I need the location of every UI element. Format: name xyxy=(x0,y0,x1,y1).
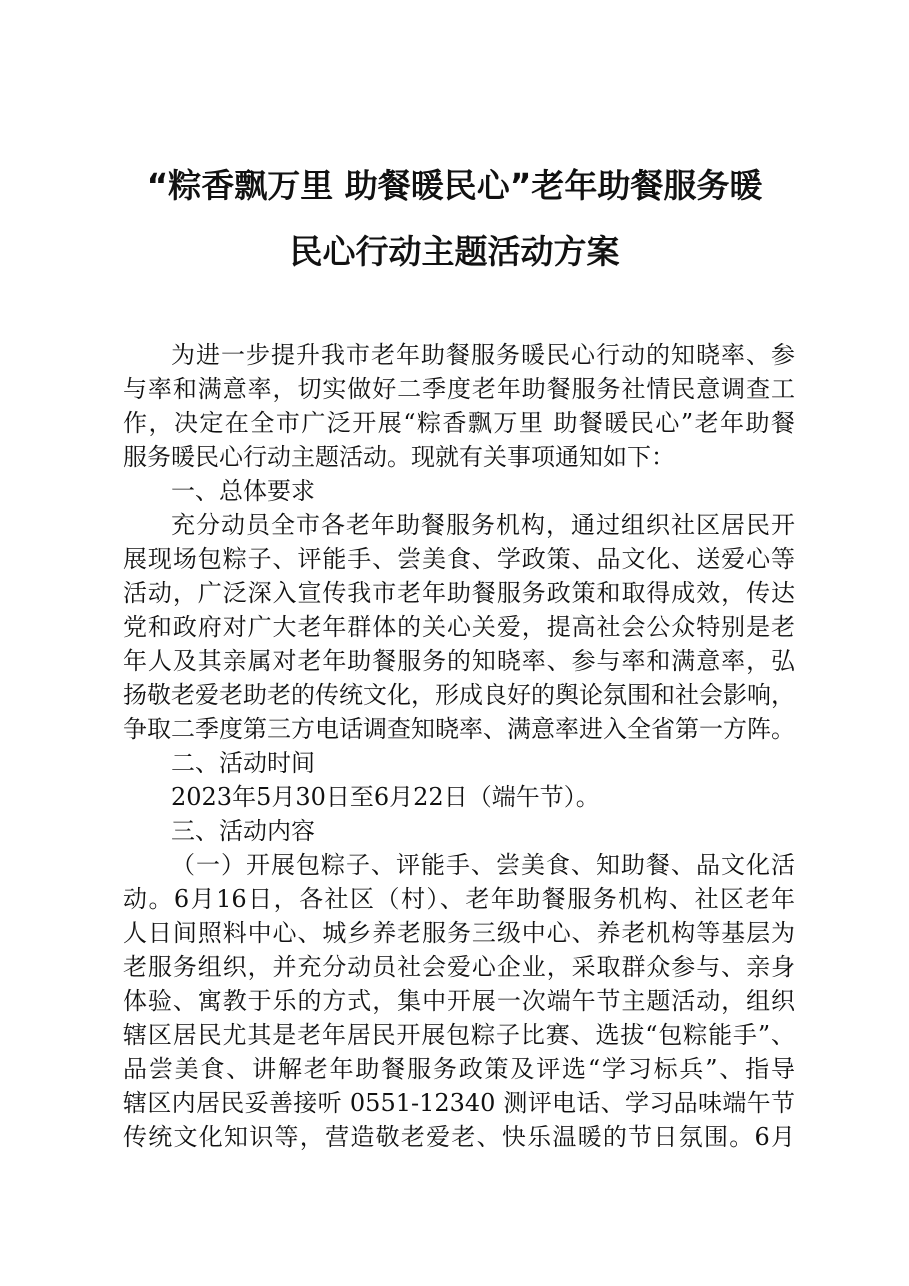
paragraph-line: 党和政府对广大老年群体的关心关爱，提高社会公众特别是老 xyxy=(123,613,795,641)
paragraph-line: 年人及其亲属对老年助餐服务的知晓率、参与率和满意率，弘 xyxy=(123,647,795,675)
paragraph-line: 2023年5月30日至6月22日（端午节）。 xyxy=(171,783,600,811)
paragraph-line: 动。6月16日，各社区（村）、老年助餐服务机构、社区老年 xyxy=(123,885,795,913)
paragraph-line: 为进一步提升我市老年助餐服务暖民心行动的知晓率、参 xyxy=(171,341,795,369)
paragraph-line: 展现场包粽子、评能手、尝美食、学政策、品文化、送爱心等 xyxy=(123,545,795,573)
paragraph-line: 与率和满意率，切实做好二季度老年助餐服务社情民意调查工 xyxy=(123,375,795,403)
section-heading: 三、活动内容 xyxy=(171,817,315,845)
paragraph-line: 活动，广泛深入宣传我市老年助餐服务政策和取得成效，传达 xyxy=(123,579,795,607)
paragraph-line: 作，决定在全市广泛开展“粽香飘万里 助餐暖民心”老年助餐 xyxy=(123,409,795,437)
paragraph-line: 辖区内居民妥善接听 0551-12340 测评电话、学习品味端午节 xyxy=(123,1089,795,1117)
paragraph-line: 争取二季度第三方电话调查知晓率、满意率进入全省第一方阵。 xyxy=(123,715,795,743)
paragraph-line: 体验、寓教于乐的方式，集中开展一次端午节主题活动，组织 xyxy=(123,987,795,1015)
paragraph-line: 辖区居民尤其是老年居民开展包粽子比赛、选拔“包粽能手”、 xyxy=(123,1021,795,1049)
paragraph-line: 品尝美食、讲解老年助餐服务政策及评选“学习标兵”、指导 xyxy=(123,1055,795,1083)
paragraph-line: 服务暖民心行动主题活动。现就有关事项通知如下： xyxy=(123,443,675,471)
document-title-line-1: “粽香飘万里 助餐暖民心”老年助餐服务暖 xyxy=(146,166,763,205)
document-title-line-2: 民心行动主题活动方案 xyxy=(289,232,620,271)
paragraph-line: 充分动员全市各老年助餐服务机构，通过组织社区居民开 xyxy=(171,511,795,539)
paragraph-line: 人日间照料中心、城乡养老服务三级中心、养老机构等基层为 xyxy=(123,919,795,947)
paragraph-line: 老服务组织，并充分动员社会爱心企业，采取群众参与、亲身 xyxy=(123,953,795,981)
paragraph-line: （一）开展包粽子、评能手、尝美食、知助餐、品文化活 xyxy=(171,851,795,879)
section-heading: 一、总体要求 xyxy=(171,477,315,505)
paragraph-line: 扬敬老爱老助老的传统文化，形成良好的舆论氛围和社会影响， xyxy=(123,681,795,709)
section-heading: 二、活动时间 xyxy=(171,749,315,777)
paragraph-line: 传统文化知识等，营造敬老爱老、快乐温暖的节日氛围。6月 xyxy=(123,1123,795,1151)
